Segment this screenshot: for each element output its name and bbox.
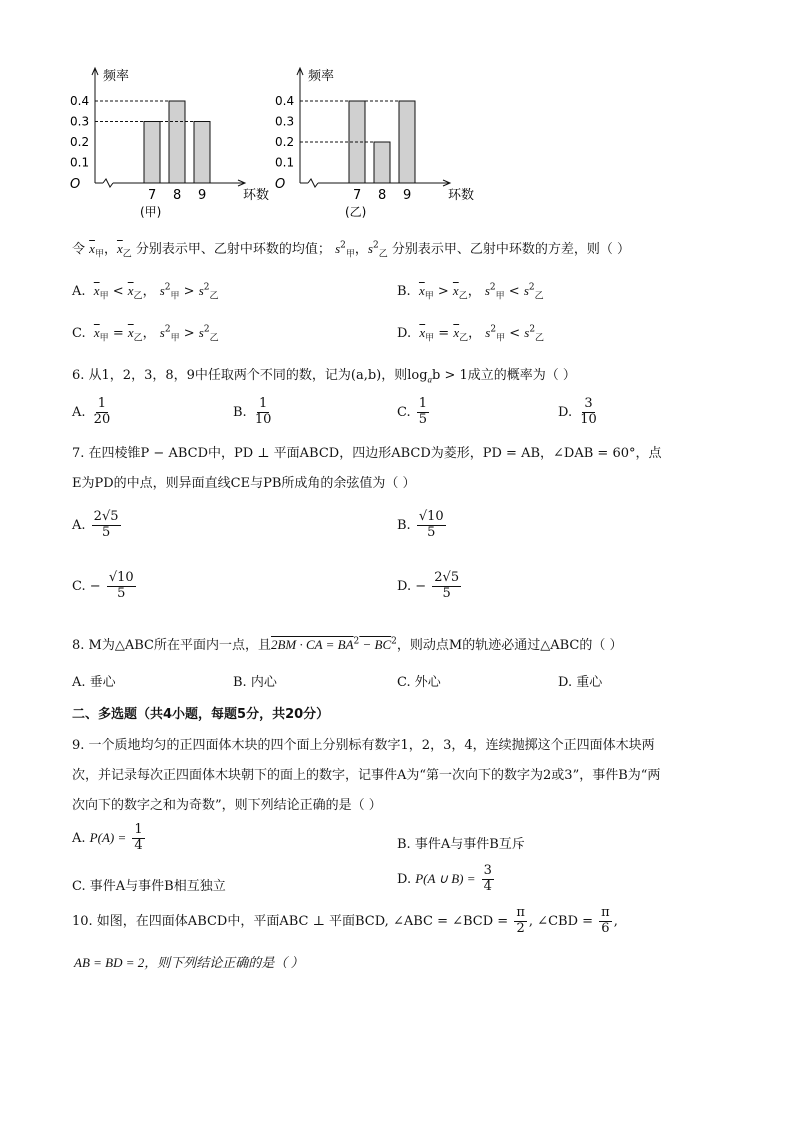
q5-option-c[interactable]: C. $\overline{x}_甲 = \overline{x}_乙$， $s^2_甲 > s^2_乙$: [72, 324, 219, 344]
q6-option-d[interactable]: D. $\frac{3}{10}$: [558, 396, 597, 427]
q7-option-b[interactable]: B. $\frac{√10}{5}$: [397, 509, 444, 540]
frequency-charts: [60, 60, 475, 225]
bar: [374, 142, 390, 183]
y-tick-label: 0.3: [275, 114, 295, 129]
q6-option-b[interactable]: B. $\frac{1}{10}$: [233, 396, 272, 427]
q7-option-d[interactable]: D. − $\frac{2√5}{5}$: [397, 570, 460, 601]
y-tick-label: 0.1: [275, 155, 295, 170]
x-tick-label: 8: [173, 188, 182, 203]
y-tick-label: 0.2: [275, 135, 295, 149]
q8-option-a[interactable]: A. 垂心: [72, 675, 116, 690]
origin-label: O: [70, 177, 81, 192]
q8-option-c[interactable]: C. 外心: [397, 675, 441, 690]
y-tick-label: 0.1: [70, 155, 90, 170]
section-heading: 二、多选题（共4小题，每题5分，共20分）: [72, 707, 330, 722]
x-tick-label: 9: [198, 188, 207, 203]
q6-stem: 6. 从1，2，3，8，9中任取两个不同的数，记为(a,b)，则$\log_ab > 1$成立的概率为（ ）: [72, 368, 576, 385]
q5-option-b[interactable]: B. $\overline{x}_甲 > \overline{x}_乙$， $s^2_甲 < s^2_乙$: [397, 282, 544, 302]
q5-option-d[interactable]: D. $\overline{x}_甲 = \overline{x}_乙$， $s^2_甲 < s^2_乙$: [397, 324, 545, 344]
q9-option-c[interactable]: C. 事件A与事件B相互独立: [72, 879, 226, 894]
q6-option-a[interactable]: A. $\frac{1}{20}$: [72, 396, 111, 427]
q5-stem: 令 $\overline{x}_甲$，$\overline{x}_乙$ 分别表示甲、乙射中环数的均值； $s^2_甲$，$s^2_乙$ 分别表示甲、乙射中环数的方差，则（ ）: [72, 240, 630, 260]
q9-option-d[interactable]: D. P(A ∪ B) = $\frac{3}{4}$: [397, 863, 492, 894]
x-axis-label: 环数: [448, 188, 475, 203]
bar: [169, 101, 185, 183]
origin-label: O: [275, 177, 286, 192]
q6-option-c[interactable]: C. $\frac{1}{5}$: [397, 396, 428, 427]
chart-yi: [275, 68, 474, 219]
chart-title: (乙): [345, 205, 367, 219]
axis-break: [103, 179, 113, 187]
q7-line-2: E为PD的中点，则异面直线CE与PB所成角的余弦值为（ ）: [72, 476, 416, 491]
y-tick-label: 0.4: [275, 94, 295, 108]
chart-jia: [70, 68, 269, 219]
q10-line-2: AB = BD = 2，则下列结论正确的是（ ）: [74, 955, 304, 970]
x-tick-label: 7: [148, 188, 157, 203]
q9-option-b[interactable]: B. 事件A与事件B互斥: [397, 837, 525, 852]
y-axis-label: 频率: [103, 69, 130, 84]
q7-option-c[interactable]: C. − $\frac{√10}{5}$: [72, 570, 134, 601]
y-tick-label: 0.2: [70, 135, 90, 149]
q7-option-a[interactable]: A. $\frac{2√5}{5}$: [72, 509, 119, 540]
q10-line-1: 10. 如图，在四面体ABCD中，平面ABC ⊥ 平面BCD, ∠ABC = ∠BCD = $\frac{\pi}{2}$ , ∠CBD = $\frac{\pi}{6}$ ,: [72, 905, 618, 936]
x-tick-label: 7: [353, 188, 362, 203]
q9-line-1: 9. 一个质地均匀的正四面体木块的四个面上分别标有数字1，2，3，4，连续抛掷这个正四面体木块两: [72, 738, 655, 753]
q8-stem: 8. M为△ABC所在平面内一点，且2BM · CA = $BA^2 - BC^2$，则动点M的轨迹必通过△ABC的（ ）: [72, 636, 623, 653]
bar: [144, 122, 160, 184]
y-tick-label: 0.3: [70, 114, 90, 129]
q7-line-1: 7. 在四棱锥P − ABCD中，PD ⊥ 平面ABCD，四边形ABCD为菱形，PD = AB，∠DAB = 60°，点: [72, 446, 662, 461]
chart-title: (甲): [140, 205, 162, 219]
x-axis-label: 环数: [243, 188, 270, 203]
y-tick-label: 0.4: [70, 94, 90, 108]
bar: [399, 101, 415, 183]
axis-break: [308, 179, 318, 187]
q5-option-a[interactable]: A. $\overline{x}_甲 < \overline{x}_乙$， $s^2_甲 > s^2_乙$: [72, 282, 219, 302]
x-tick-label: 9: [403, 188, 412, 203]
q8-option-d[interactable]: D. 重心: [558, 675, 603, 690]
q9-line-2: 次，并记录每次正四面体木块朝下的面上的数字，记事件A为“第一次向下的数字为2或3”，事件B为“两: [72, 768, 661, 783]
x-tick-label: 8: [378, 188, 387, 203]
bar: [194, 122, 210, 184]
q8-option-b[interactable]: B. 内心: [233, 675, 277, 690]
q9-option-a[interactable]: A. P(A) = $\frac{1}{4}$: [72, 822, 143, 853]
q9-line-3: 次向下的数字之和为奇数”，则下列结论正确的是（ ）: [72, 798, 382, 813]
y-axis-label: 频率: [308, 69, 335, 84]
